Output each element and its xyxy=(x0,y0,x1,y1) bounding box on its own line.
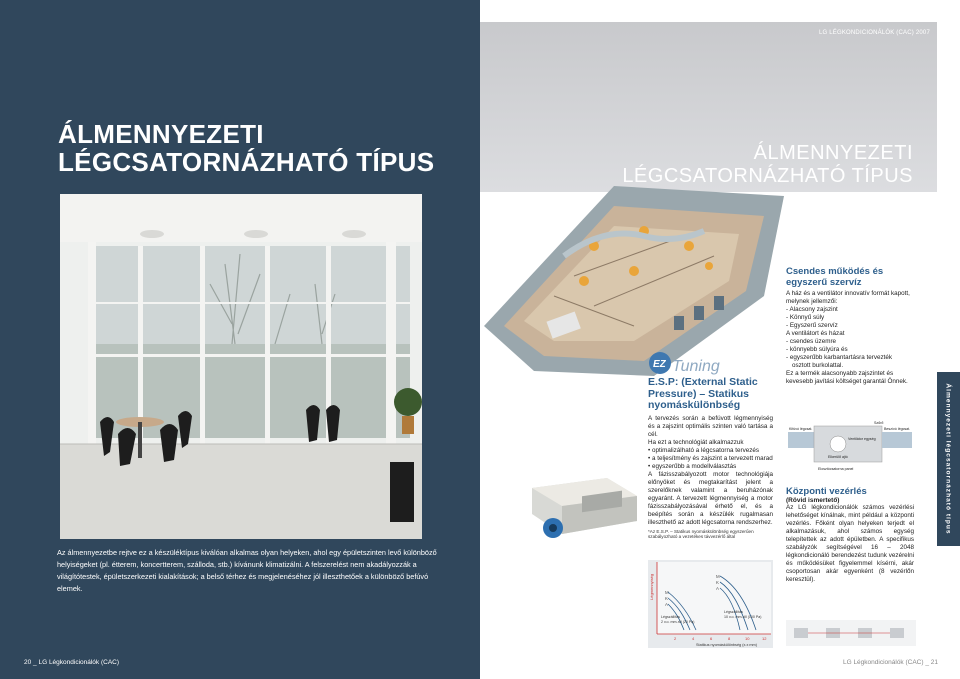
right-page-footer: LG Légkondicionálók (CAC) _ 21 xyxy=(842,659,938,666)
diagram-label: Szűrő xyxy=(874,421,884,425)
quiet-line: - könnyebb súlyúra és xyxy=(786,346,848,353)
diagram-label: Beszívó légcsat. xyxy=(884,427,911,431)
graph-x-label: Statikus nyomáskülönbség (x.x mm) xyxy=(696,643,757,647)
svg-text:EZ: EZ xyxy=(653,359,666,370)
quiet-line: - Könnyű súly xyxy=(786,314,825,321)
quiet-line: - Egyszerű szervíz xyxy=(786,322,838,329)
esp-text xyxy=(648,415,773,527)
quiet-line: A ventilátort és házat xyxy=(786,330,845,337)
graph-x-tick: 10 xyxy=(745,636,750,641)
graph-x-tick: 12 xyxy=(762,636,767,641)
esp-column xyxy=(648,377,773,540)
quiet-line: - egyszerűbb karbantartásra tervezték xyxy=(786,354,893,361)
esp-heading: E.S.P: (External Static Pressure) – Statikus nyomáskülönbség xyxy=(648,376,758,411)
central-control-section xyxy=(786,486,914,584)
graph-left-letter: K xyxy=(665,596,668,601)
esp-bullet: • egyszerűbb a modellválasztás xyxy=(648,462,737,470)
left-page-title xyxy=(58,120,458,176)
quiet-line: A ház és a ventilátor innovatív formát kapott, melynek jellemzői: xyxy=(786,290,910,305)
section-side-tab xyxy=(937,372,960,546)
quiet-line: osztott burkolattal. xyxy=(792,362,844,369)
diagram-label: Elosztócsatorna panel xyxy=(818,467,854,471)
duct-unit-photo xyxy=(527,476,640,546)
graph-left-letter: A xyxy=(665,602,668,607)
interior-photo xyxy=(60,194,422,539)
graph-x-tick: 8 xyxy=(728,636,731,641)
quiet-line: - csendes üzemre xyxy=(786,338,837,345)
svg-text:Tuning: Tuning xyxy=(672,358,720,375)
graph-x-tick: 2 xyxy=(674,636,677,641)
esp-paragraph: A tervezés során a befúvott légmennyiség és a zajszint optimális szinten való tartása a cél. xyxy=(648,414,773,438)
esp-bullet: • a teljesítmény és zajszint a tervezett marad xyxy=(648,454,773,462)
esp-paragraph: A fázisszabályozott motor technológiája előnyöket és megtakarítást jelent a szerelőknek valamint a beruházónak egyaránt. A tervezett légmennyiség a motor fázisszabályozásával érhető el, és a beépítés során a készülék rugalmasan illeszthető az adott légcsatorna rendszerhez. xyxy=(648,470,773,526)
left-title-line-2: LÉGCSATORNÁZHATÓ TÍPUS xyxy=(58,147,435,177)
ez-tuning-logo xyxy=(648,349,728,377)
footer-label-left: _ LG Légkondicionálók (CAC) xyxy=(33,659,120,666)
running-head: LG LÉGKONDICIONÁLÓK (CAC) 2007 xyxy=(818,30,930,36)
right-title-line-2: LÉGCSATORNÁZHATÓ TÍPUS xyxy=(622,165,913,187)
esp-bullet: • optimalizálható a légcsatorna tervezés xyxy=(648,446,760,454)
graph-right-box-line2: 10 v.o. mm-ről (100 Pa) xyxy=(724,615,762,619)
graph-right-letter: M xyxy=(716,574,720,579)
graph-left-box-line1: Légszállítás xyxy=(661,615,680,619)
diagram-label: Ventilátor egység xyxy=(848,437,876,441)
graph-x-tick: 4 xyxy=(692,636,695,641)
quiet-text xyxy=(786,290,914,386)
quiet-heading: Csendes működés és egyszerű szervíz xyxy=(786,266,884,288)
graph-right-box-line1: Légszállítás xyxy=(724,610,743,614)
central-text: Az LG légkondicionálók számos vezérlési lehetőséget kínálnak, mint például a központi vezérlés. Főként olyan helyeken terjedt el alkalmazásuk, ahol számos egység telepítettek az adott épületben. A specifikus szabályzók segítségével 16 – 2048 légkondicionáló berendezést tudunk vezérelni és működésüket figyelemmel kísérni, akár csoportosan akár egyenként (8 vezérlőn keresztül). xyxy=(786,504,914,583)
central-subheading: (Rövid ismertető) xyxy=(786,497,840,504)
diagram-label: Elkerülő ajtó xyxy=(828,455,848,459)
right-title-line-1: ÁLMENNYEZETI xyxy=(753,142,913,164)
graph-x-tick: 6 xyxy=(710,636,713,641)
quiet-line: Ez a termék alacsonyabb zajszintet és kevesebb javítási költséget garantál Önnek. xyxy=(786,370,908,385)
central-heading: Központi vezérlés xyxy=(786,486,867,497)
graph-left-letter: M xyxy=(665,590,669,595)
esp-footnote: *Az E.S.P. – Statikus nyomáskülönbség egyszerűen szabályozható a vezetékes távvezérlő által xyxy=(648,528,754,540)
fan-unit-diagram xyxy=(786,418,916,483)
airflow-pressure-graph xyxy=(648,560,773,648)
graph-right-letter: A xyxy=(716,586,719,591)
esp-paragraph: Ha ezt a technológiát alkalmazzuk xyxy=(648,438,744,446)
quiet-line: - Alacsony zajszint xyxy=(786,306,838,313)
house-cutaway-illustration xyxy=(484,176,784,376)
page-number-left: 20 xyxy=(24,659,32,666)
controller-devices-illustration xyxy=(786,620,916,646)
diagram-label: Kifúvó légcsat. xyxy=(789,427,813,431)
left-page-footer xyxy=(24,659,119,666)
graph-left-box-line2: 2 v.o. mm-ről (20 Pa) xyxy=(661,620,695,624)
left-title-line-1: ÁLMENNYEZETI xyxy=(58,119,264,149)
side-tab-label: Álmennyezeti légcsatornázható típus xyxy=(944,383,952,535)
left-page-caption: Az álmennyezetbe rejtve ez a készüléktípus kiválóan alkalmas olyan helyeken, ahol egy épületszinten levő különböző helyiségeket (pl. étterem, koncertterem, szálloda, stb.) kívánunk klimatizálni. A felszerelést nem akadályozzák a világítótestek, épületszerkezeti kialakítások; a belső térhez és megjelenéséhez jól illeszthetőek a különböző befúvó elemek. xyxy=(57,548,437,593)
graph-right-letter: K xyxy=(716,580,719,585)
graph-y-label: Légmennyiség xyxy=(649,573,654,600)
quiet-operation-column xyxy=(786,266,914,386)
